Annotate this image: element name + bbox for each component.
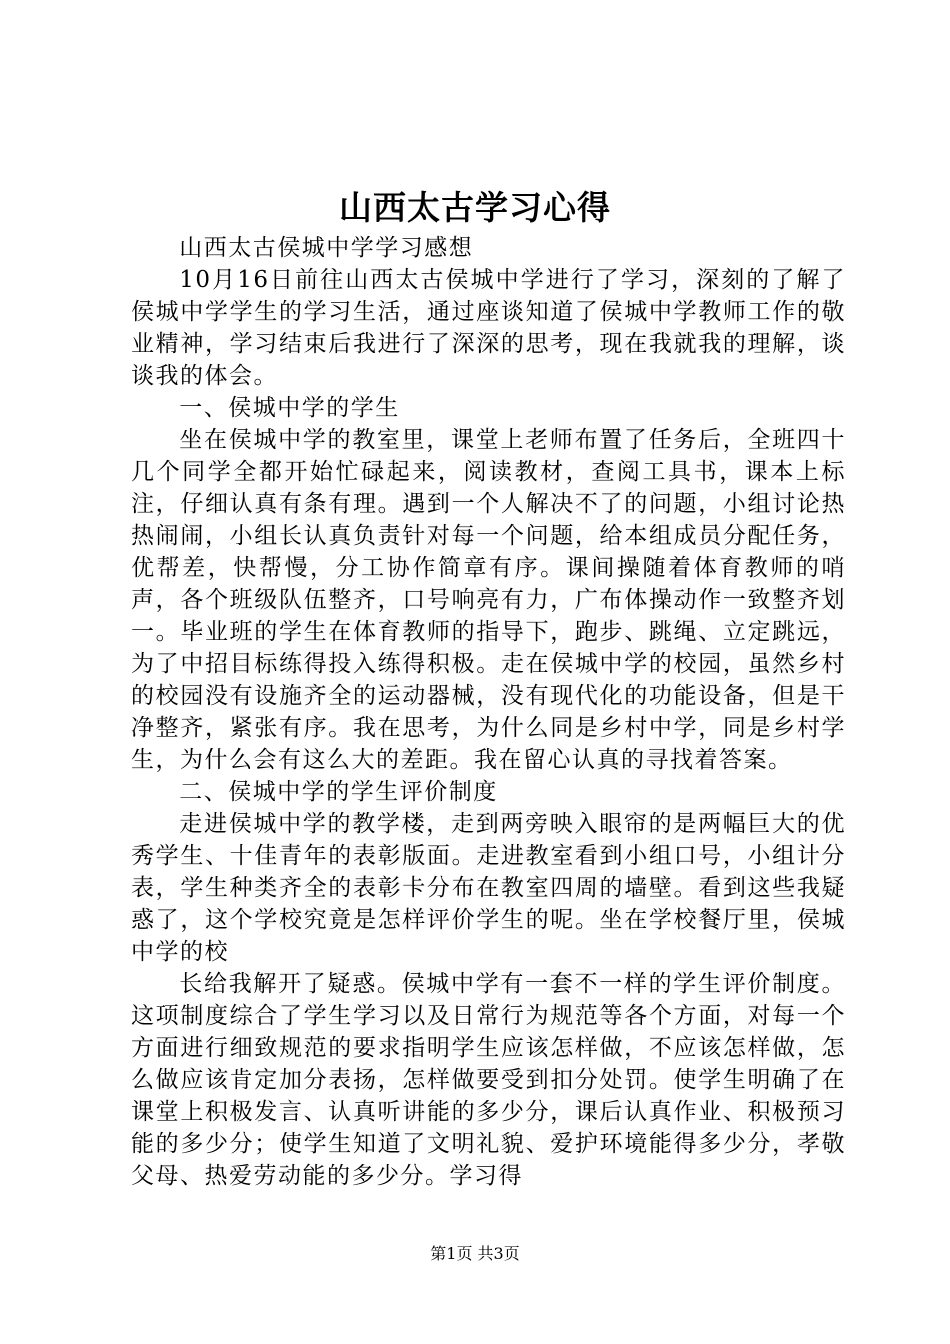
subtitle-paragraph: 山西太古侯城中学学习感想 — [179, 235, 474, 261]
document-body — [131, 232, 846, 1192]
document-title: 山西太古学习心得 — [339, 188, 611, 227]
page-number-footer: 第1页 共3页 — [430, 1244, 520, 1263]
section-heading-2: 二、侯城中学的学生评价制度 — [179, 779, 498, 805]
section-heading-1: 一、侯城中学的学生 — [179, 395, 400, 421]
intro-paragraph: 10月16日前往山西太古侯城中学进行了学习，深刻的了解了侯城中学学生的学习生活，通过座谈知道了侯城中学教师工作的敬业精神，学习结束后我进行了深深的思考，现在我就我的理解，谈谈我的体会。 — [131, 267, 846, 389]
section-2-paragraph-2: 长给我解开了疑惑。侯城中学有一套不一样的学生评价制度。这项制度综合了学生学习以及日常行为规范等各个方面，对每一个方面进行细致规范的要求指明学生应该怎样做，不应该怎样做，怎么做应该肯定加分表扬，怎样做要受到扣分处罚。使学生明确了在课堂上积极发言、认真听讲能的多少分，课后认真作业、积极预习能的多少分；使学生知道了文明礼貌、爱护环境能得多少分，孝敬父母、热爱劳动能的多少分。学习得 — [131, 971, 846, 1189]
section-2-paragraph-1: 走进侯城中学的教学楼，走到两旁映入眼帘的是两幅巨大的优秀学生、十佳青年的表彰版面。走进教室看到小组口号，小组计分表，学生种类齐全的表彰卡分布在教室四周的墙壁。看到这些我疑惑了，这个学校究竟是怎样评价学生的呢。坐在学校餐厅里，侯城中学的校 — [131, 811, 846, 965]
section-1-paragraph: 坐在侯城中学的教室里，课堂上老师布置了任务后，全班四十几个同学全都开始忙碌起来，阅读教材，查阅工具书，课本上标注，仔细认真有条有理。遇到一个人解决不了的问题，小组讨论热热闹闹，小组长认真负责针对每一个问题，给本组成员分配任务，优帮差，快帮慢，分工协作简章有序。课间操随着体育教师的哨声，各个班级队伍整齐，口号响亮有力，广布体操动作一致整齐划一。毕业班的学生在体育教师的指导下，跑步、跳绳、立定跳远，为了中招目标练得投入练得积极。走在侯城中学的校园，虽然乡村的校园没有设施齐全的运动器械，没有现代化的功能设备，但是干净整齐，紧张有序。我在思考，为什么同是乡村中学，同是乡村学生，为什么会有这么大的差距。我在留心认真的寻找着答案。 — [131, 427, 846, 773]
